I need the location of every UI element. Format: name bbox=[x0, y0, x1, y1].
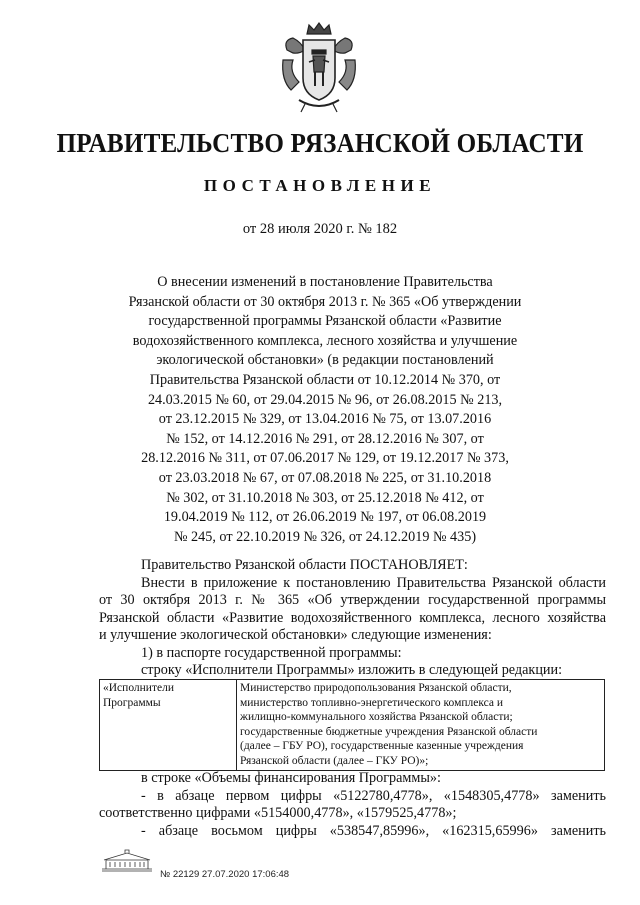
table-value-line: государственные бюджетные учреждения Рязанской области bbox=[240, 725, 538, 738]
subject-line: от 23.03.2018 № 67, от 07.08.2018 № 225, от 31.10.2018 bbox=[158, 469, 492, 486]
document-type: ПОСТАНОВЛЕНИЕ bbox=[203, 176, 437, 195]
funding-block bbox=[99, 770, 606, 840]
intro-line: от 30 октября 2013 г. № 365 «Об утверждении государственной программы bbox=[99, 592, 606, 608]
intro-line: Внести в приложение к постановлению Правительства Рязанской области bbox=[141, 574, 606, 591]
funding-line: соответственно цифрами «5154000,4778», «1579525,4778»; bbox=[99, 805, 457, 821]
table-row bbox=[100, 680, 605, 771]
subject-line: Правительства Рязанской области от 10.12.2014 № 370, от bbox=[149, 371, 501, 388]
subject-line: № 152, от 14.12.2016 № 291, от 28.12.2016 № 307, от bbox=[166, 430, 484, 447]
intro-line: и улучшение экологической обстановки» следующие изменения: bbox=[99, 627, 492, 643]
subject-line: Рязанской области от 30 октября 2013 г. № 365 «Об утверждении bbox=[128, 293, 522, 310]
executors-table bbox=[99, 679, 605, 771]
subject-line: 24.03.2015 № 60, от 29.04.2015 № 96, от 26.08.2015 № 213, bbox=[147, 391, 503, 408]
funding-line: - абзаце восьмом цифры «538547,85996», «162315,65996» заменить bbox=[141, 822, 606, 839]
item-1-row-block bbox=[99, 662, 606, 680]
document-date: от 28 июля 2020 г. № 182 bbox=[242, 221, 398, 237]
table-value-line: Рязанской области (далее – ГКУ РО)»; bbox=[240, 754, 429, 767]
item-1-line: 1) в паспорте государственной программы: bbox=[141, 644, 402, 661]
subject-line: № 245, от 22.10.2019 № 326, от 24.12.2019 № 435) bbox=[173, 528, 477, 545]
subject-line: № 302, от 31.10.2018 № 303, от 25.12.2018 № 412, от bbox=[166, 489, 484, 506]
subject-line: О внесении изменений в постановление Правительства bbox=[157, 274, 493, 290]
subject-line: водохозяйственного комплекса, лесного хозяйства и улучшение bbox=[132, 332, 518, 349]
table-value-line: жилищно-коммунального хозяйства Рязанской области; bbox=[240, 711, 513, 724]
resolution-block bbox=[99, 557, 606, 662]
subject-line: 28.12.2016 № 311, от 07.06.2017 № 129, от 19.12.2017 № 373, bbox=[141, 450, 509, 467]
item-1-row-line: строку «Исполнители Программы» изложить в следующей редакции: bbox=[141, 662, 563, 678]
subject-line: экологической обстановки» (в редакции постановлений bbox=[156, 352, 494, 369]
table-value-line: Министерство природопользования Рязанской области, bbox=[240, 682, 512, 694]
resolve-line: Правительство Рязанской области ПОСТАНОВЛЯЕТ: bbox=[141, 557, 468, 573]
intro-line: Рязанской области «Развитие водохозяйственного комплекса, лесного хозяйства bbox=[99, 609, 606, 626]
subject-line: 19.04.2019 № 112, от 26.06.2019 № 197, от 06.08.2019 bbox=[163, 509, 487, 526]
registration-number: № 22129 27.07.2020 17:06:48 bbox=[160, 869, 290, 880]
table-value-cell bbox=[237, 680, 605, 771]
funding-line: - в абзаце первом цифры «5122780,4778», «1548305,4778» заменить bbox=[141, 787, 606, 804]
table-value-line: (далее – ГБУ РО), государственные казенные учреждения bbox=[240, 740, 524, 753]
coat-of-arms-icon bbox=[279, 20, 359, 114]
table-label-cell: «Исполнители Программы bbox=[100, 680, 237, 771]
subject-line: государственной программы Рязанской области «Развитие bbox=[148, 313, 502, 330]
document-subject bbox=[100, 273, 550, 547]
funding-row-line: в строке «Объемы финансирования Программы»: bbox=[141, 770, 441, 786]
building-stamp-icon bbox=[98, 849, 156, 875]
subject-line: от 23.12.2015 № 329, от 13.04.2016 № 75, от 13.07.2016 bbox=[158, 411, 492, 428]
government-title: ПРАВИТЕЛЬСТВО РЯЗАНСКОЙ ОБЛАСТИ bbox=[56, 128, 584, 158]
table-value-line: министерство топливно-энергетического комплекса и bbox=[240, 696, 504, 709]
